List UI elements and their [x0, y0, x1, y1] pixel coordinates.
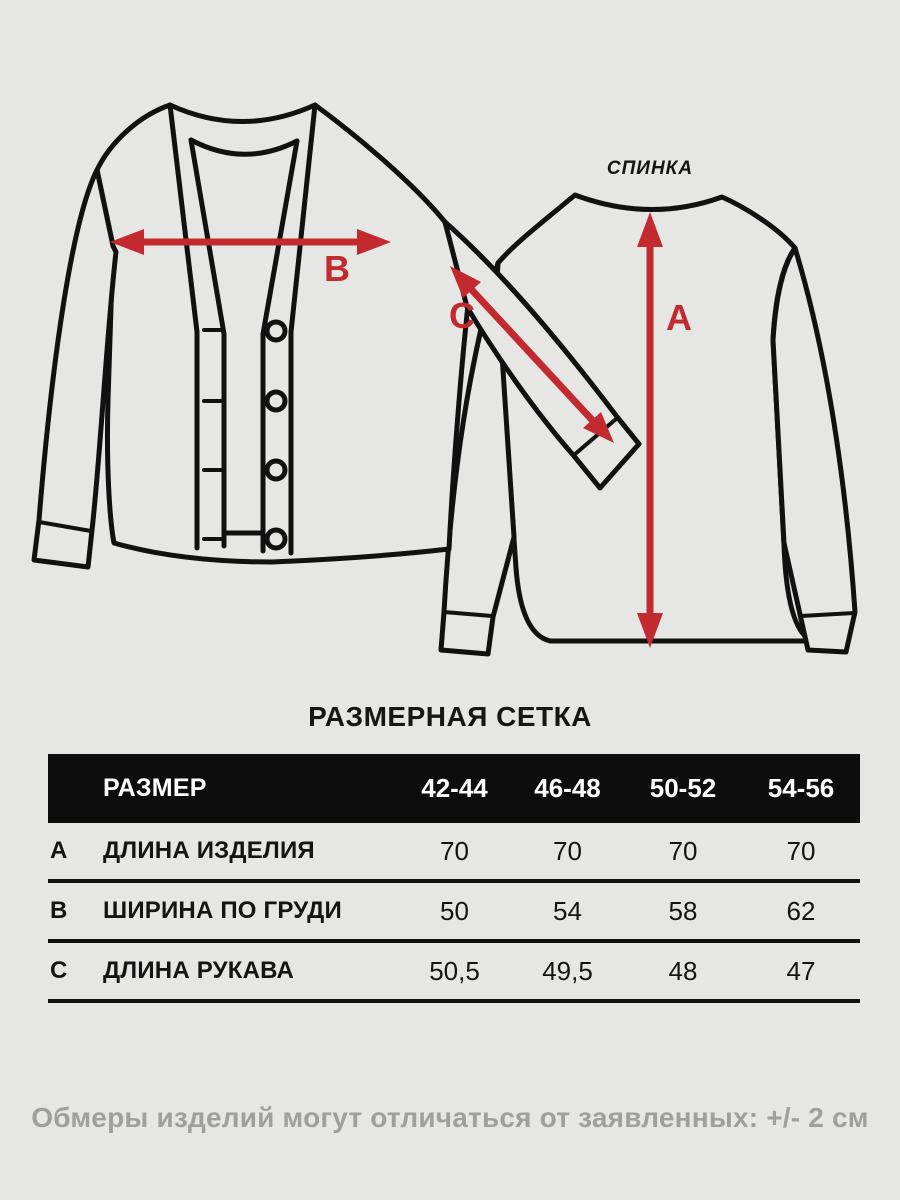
row-value: 47: [786, 955, 816, 986]
back-view-label: СПИНКА: [606, 158, 694, 179]
row-label: ДЛИНА РУКАВА: [103, 957, 294, 984]
row-value: 49,5: [542, 955, 593, 986]
row-letter: C: [50, 957, 68, 984]
row-value: 70: [668, 835, 698, 866]
row-value: 70: [553, 835, 582, 866]
chest-measure-label: B: [324, 248, 350, 289]
header-size-54-56: 54-56: [767, 773, 835, 803]
row-value: 50,5: [429, 955, 480, 986]
sleeve-measure-label: C: [449, 295, 475, 336]
table-row-length: [48, 823, 860, 883]
row-value: 48: [668, 955, 698, 986]
header-size-46-48: 46-48: [534, 773, 601, 803]
size-table: [48, 754, 860, 1003]
row-letter: A: [50, 837, 68, 864]
header-size-42-44: 42-44: [421, 773, 488, 803]
row-label: ШИРИНА ПО ГРУДИ: [103, 897, 342, 924]
row-value: 70: [786, 835, 816, 866]
row-value: 70: [440, 835, 469, 866]
table-row-chest: [48, 883, 860, 943]
size-table-header-row: [48, 754, 860, 823]
row-value: 50: [440, 895, 469, 926]
cardigan-left-sleeve: [34, 170, 116, 567]
tolerance-note: Обмеры изделий могут отличаться от заявленных: +/- 2 см: [31, 1102, 869, 1133]
page-title: РАЗМЕРНАЯ СЕТКА: [308, 701, 592, 732]
length-measure-label: A: [666, 297, 692, 338]
header-size-label: РАЗМЕР: [103, 774, 207, 802]
row-value: 62: [786, 895, 816, 926]
row-value: 58: [668, 895, 698, 926]
row-label: ДЛИНА ИЗДЕЛИЯ: [103, 837, 315, 864]
header-size-50-52: 50-52: [649, 773, 717, 803]
row-letter: B: [50, 897, 68, 924]
table-row-sleeve: [48, 943, 860, 1003]
row-value: 54: [553, 895, 582, 926]
